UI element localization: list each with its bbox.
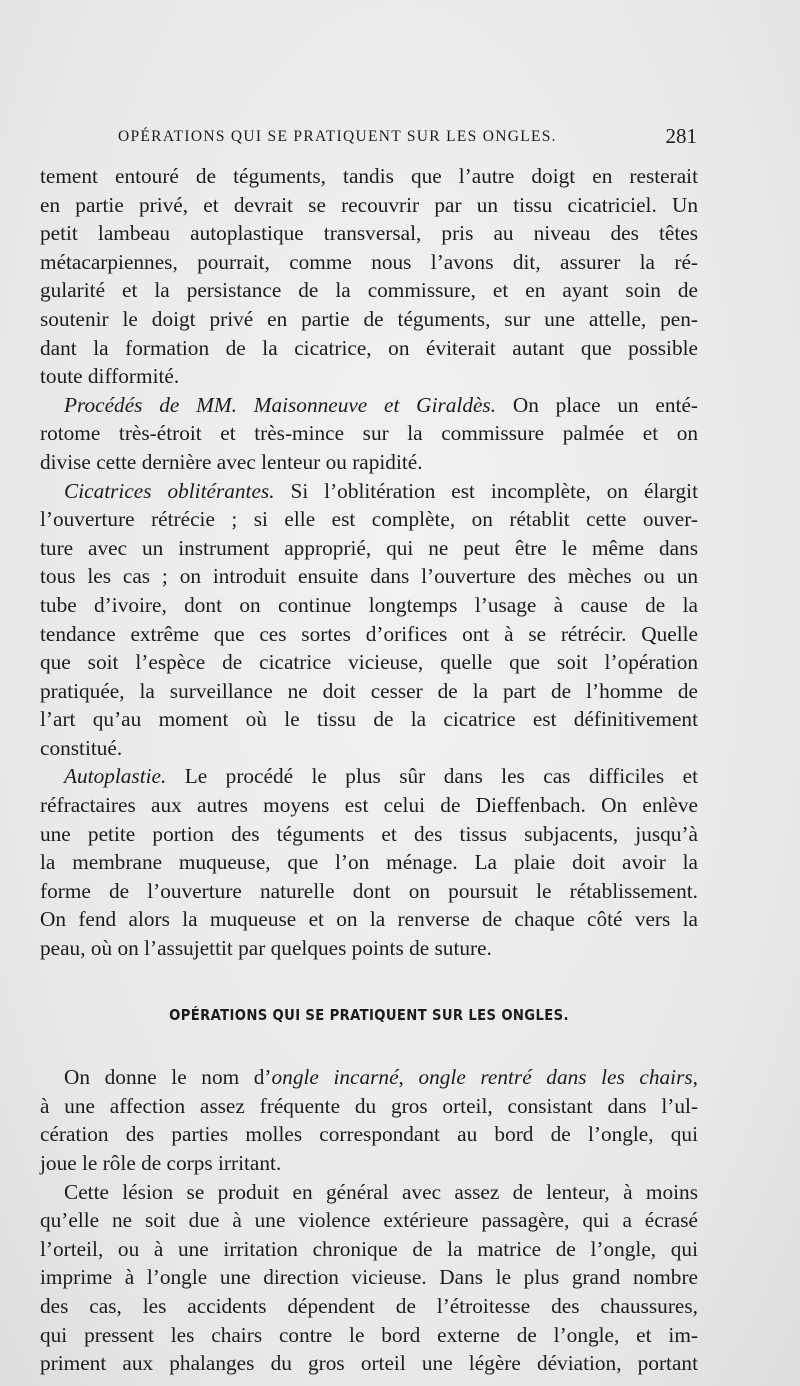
- text-line: tendance extrême que ces sortes d’orifices ont à se rétrécir. Quelle: [40, 621, 698, 646]
- paragraph-ongle-incarne: [40, 1063, 698, 1177]
- page-body: [40, 162, 698, 1378]
- text-line: dant la formation de la cicatrice, on éviterait autant que possible: [40, 335, 698, 360]
- text-line: forme de l’ouverture naturelle dont on poursuit le rétablissement.: [40, 878, 698, 903]
- text-line: peau, où on l’assujettit par quelques points de suture.: [40, 936, 492, 961]
- text-line: pratiquée, la surveillance ne doit cesser de la part de l’homme de: [40, 678, 698, 703]
- text-line: imprime à l’ongle une direction vicieuse. Dans le plus grand nombre: [40, 1265, 698, 1290]
- text-line: [40, 391, 698, 420]
- text-run: ,: [692, 1065, 698, 1090]
- text-line: gularité et la persistance de la commissure, et en ayant soin de: [40, 278, 698, 303]
- page-number: 281: [665, 124, 697, 148]
- italic-term: ongle rentré dans les chairs: [418, 1065, 693, 1090]
- running-head: OPÉRATIONS QUI SE PRATIQUENT SUR LES ONGLES.: [118, 128, 557, 145]
- text-run: On place un enté-: [496, 392, 698, 417]
- paragraph-maisonneuve: [40, 391, 698, 477]
- paragraph-lesion: [40, 1178, 698, 1378]
- text-run: On donne le nom d’: [64, 1065, 272, 1090]
- paragraph-autoplastie: [40, 762, 698, 962]
- text-line: rotome très-étroit et très-mince sur la commissure palmée et on: [40, 421, 698, 446]
- text-line: la membrane muqueuse, que l’on ménage. La plaie doit avoir la: [40, 850, 698, 875]
- section-heading: OPÉRATIONS QUI SE PRATIQUENT SUR LES ONGLES.: [169, 1005, 569, 1024]
- text-line: soutenir le doigt privé en partie de téguments, sur une attelle, pen-: [40, 306, 698, 331]
- text-line: qu’elle ne soit due à une violence extérieure passagère, qui a écrasé: [40, 1208, 698, 1233]
- text-line: métacarpiennes, pourrait, comme nous l’avons dit, assurer la ré-: [40, 249, 698, 274]
- text-line: réfractaires aux autres moyens est celui de Dieffenbach. On enlève: [40, 793, 698, 818]
- text-line: cération des parties molles correspondant au bord de l’ongle, qui: [40, 1122, 698, 1147]
- text-line: petit lambeau autoplastique transversal, pris au niveau des têtes: [40, 221, 698, 246]
- italic-term: ongle incarné: [271, 1065, 399, 1090]
- text-line: des cas, les accidents dépendent de l’étroitesse des chaussures,: [40, 1293, 698, 1318]
- text-line: priment aux phalanges du gros orteil une légère déviation, portant: [40, 1351, 698, 1376]
- text-line: qui pressent les chairs contre le bord externe de l’ongle, et im-: [40, 1322, 698, 1347]
- text-line: ture avec un instrument approprié, qui ne peut être le même dans: [40, 535, 698, 560]
- italic-lead: Autoplastie.: [64, 764, 167, 789]
- text-line: tement entouré de téguments, tandis que l’autre doigt en resterait: [40, 164, 698, 188]
- text-line: [40, 1063, 698, 1092]
- italic-lead: Procédés de MM. Maisonneuve et Giraldès.: [64, 392, 497, 417]
- text-line: divise cette dernière avec lenteur ou rapidité.: [40, 449, 423, 474]
- text-line: que soit l’espèce de cicatrice vicieuse, quelle que soit l’opération: [40, 650, 698, 675]
- text-line: constitué.: [40, 735, 123, 760]
- italic-lead: Cicatrices oblitérantes.: [64, 478, 275, 503]
- text-line: toute difformité.: [40, 364, 180, 389]
- text-line: tube d’ivoire, dont on continue longtemps l’usage à cause de la: [40, 592, 698, 617]
- text-line: tous les cas ; on introduit ensuite dans l’ouverture des mèches ou un: [40, 564, 698, 589]
- text-line: une petite portion des téguments et des tissus subjacents, jusqu’à: [40, 821, 698, 846]
- text-run: Si l’oblitération est incomplète, on élargit: [274, 478, 698, 503]
- text-line: en partie privé, et devrait se recouvrir par un tissu cicatriciel. Un: [40, 192, 698, 217]
- text-line: l’orteil, ou à une irritation chronique de la matrice de l’ongle, qui: [40, 1236, 698, 1261]
- text-line: l’art qu’au moment où le tissu de la cicatrice est définitivement: [40, 707, 698, 732]
- text-line: à une affection assez fréquente du gros orteil, consistant dans l’ul-: [40, 1093, 698, 1118]
- text-line: On fend alors la muqueuse et on la renverse de chaque côté vers la: [40, 907, 698, 932]
- text-line: l’ouverture rétrécie ; si elle est complète, on rétablit cette ouver-: [40, 507, 698, 532]
- text-line: [40, 762, 698, 791]
- paragraph-continuation: [40, 162, 698, 391]
- paragraph-cicatrices: [40, 477, 698, 763]
- text-line: [40, 477, 698, 506]
- text-run: ,: [398, 1065, 419, 1090]
- text-run: Le procédé le plus sûr dans les cas difficiles et: [166, 764, 698, 789]
- text-line: Cette lésion se produit en général avec assez de lenteur, à moins: [64, 1179, 698, 1204]
- text-line: joue le rôle de corps irritant.: [40, 1151, 282, 1175]
